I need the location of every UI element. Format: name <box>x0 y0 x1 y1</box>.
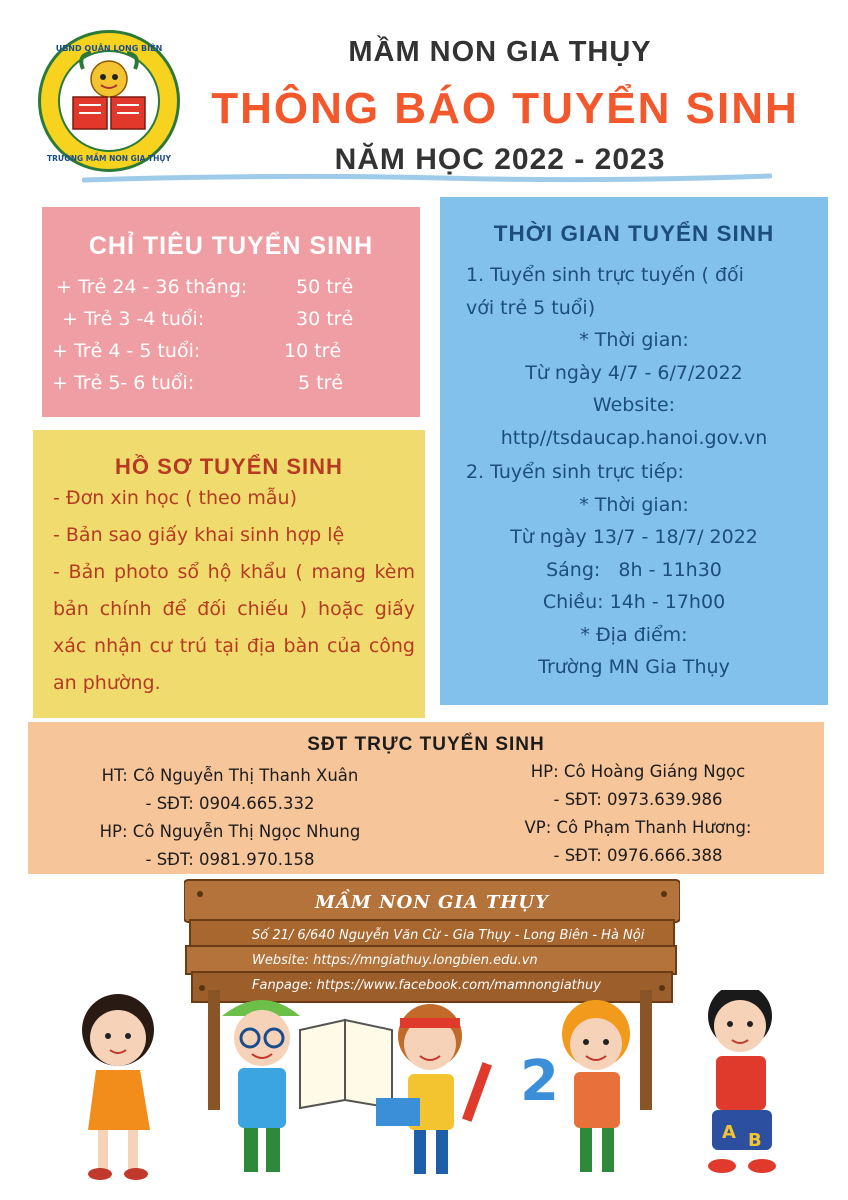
online-title-cont: với trẻ 5 tuổi) <box>466 296 596 319</box>
sign-post-right-icon <box>640 990 652 1110</box>
quota-box <box>42 207 420 417</box>
contact-phone: - SĐT: 0973.639.986 <box>553 790 723 809</box>
schedule-content <box>440 259 828 684</box>
list-item <box>52 367 416 399</box>
list-item: - Bản photo sổ hộ khẩu ( mang kèm bản chính để đối chiếu ) hoặc giấy xác nhận cư trú tại địa bàn của công an phường. <box>53 561 415 694</box>
letter-b-icon: B <box>748 1130 762 1151</box>
list-item: - Đơn xin học ( theo mẫu) <box>53 487 297 509</box>
sign-address: Số 21/ 6/640 Nguyễn Văn Cừ - Gia Thụy - Long Biên - Hà Nội <box>252 928 645 943</box>
documents-heading: HỒ SƠ TUYỂN SINH <box>115 454 343 479</box>
blonde-boy-kid-icon <box>562 1000 630 1172</box>
online-title: 1. Tuyển sinh trực tuyến ( đối <box>466 264 744 286</box>
title-underline-stroke <box>82 172 772 184</box>
cartoon-kids-illustration <box>0 990 848 1200</box>
documents-box <box>33 430 425 718</box>
list-item <box>56 271 416 303</box>
contact-phone: - SĐT: 0981.970.158 <box>145 850 315 869</box>
contact-name: HT: Cô Nguyễn Thị Thanh Xuân <box>101 766 359 785</box>
contact-phone: - SĐT: 0904.665.332 <box>145 794 315 813</box>
sign-website: Website: https://mngiathuy.longbien.edu.vn <box>252 953 538 968</box>
girl-reading-kid-icon <box>376 1004 492 1174</box>
boy-running-kid-icon <box>708 990 776 1173</box>
book-mascot-icon <box>41 33 177 169</box>
afternoon-hours: Chiều: 14h - 17h00 <box>542 591 726 613</box>
list-item: - Bản sao giấy khai sinh hợp lệ <box>53 524 345 546</box>
quota-label: + Trẻ 3 -4 tuổi: <box>62 308 205 330</box>
contact-name: HP: Cô Nguyễn Thị Ngọc Nhung <box>99 822 361 841</box>
quota-count: 5 trẻ <box>298 372 344 394</box>
quota-count: 50 trẻ <box>296 276 354 298</box>
contacts-heading: SĐT TRỰC TUYỂN SINH <box>307 734 545 755</box>
number-two-icon: 2 <box>520 1049 559 1114</box>
main-title: THÔNG BÁO TUYỂN SINH <box>211 84 799 133</box>
school-logo <box>38 30 180 172</box>
direct-title: 2. Tuyển sinh trực tiếp: <box>466 461 684 483</box>
quota-count: 30 trẻ <box>296 308 354 330</box>
documents-list <box>53 480 415 702</box>
wooden-sign <box>184 870 680 1004</box>
girl-kid-icon <box>82 994 154 1180</box>
direct-time-label: * Thời gian: <box>579 493 689 516</box>
website-label: Website: <box>592 394 676 416</box>
quota-heading: CHỈ TIÊU TUYỂN SINH <box>88 232 374 260</box>
website-url: http//tsdaucap.hanoi.gov.vn <box>500 426 768 449</box>
quota-label: + Trẻ 24 - 36 tháng: <box>56 276 248 298</box>
contacts-left-column <box>50 762 410 874</box>
location: Trường MN Gia Thụy <box>538 656 730 678</box>
contact-name: VP: Cô Phạm Thanh Hương: <box>524 818 752 837</box>
sign-post-left-icon <box>208 990 220 1110</box>
sign-fanpage: Fanpage: https://www.facebook.com/mamnongiathuy <box>252 978 601 993</box>
quota-label: + Trẻ 4 - 5 tuổi: <box>52 340 201 362</box>
contacts-right-column <box>468 758 808 870</box>
open-book-icon <box>300 1020 392 1108</box>
logo-bottom-text: TRƯỜNG MẦM NON GIA THỤY <box>47 154 171 163</box>
letter-a-icon: A <box>722 1122 736 1143</box>
online-dates: Từ ngày 4/7 - 6/7/2022 <box>525 361 743 384</box>
contacts-box <box>28 722 824 874</box>
quota-label: + Trẻ 5- 6 tuổi: <box>52 372 195 394</box>
schedule-box <box>440 197 828 705</box>
online-time-label: * Thời gian: <box>579 329 689 351</box>
quota-list <box>52 271 416 399</box>
list-item <box>52 335 416 367</box>
direct-dates: Từ ngày 13/7 - 18/7/ 2022 <box>510 526 758 548</box>
sign-title: MẦM NON GIA THỤY <box>315 892 549 913</box>
school-year-title: NĂM HỌC 2022 - 2023 <box>334 143 666 176</box>
location-label: * Địa điểm: <box>580 623 688 646</box>
quota-count: 10 trẻ <box>284 340 342 362</box>
schedule-heading: THỜI GIAN TUYỂN SINH <box>493 221 775 246</box>
list-item <box>56 303 416 335</box>
boy-glasses-kid-icon <box>222 1000 300 1172</box>
contact-name: HP: Cô Hoàng Giáng Ngọc <box>530 762 746 781</box>
morning-hours: Sáng: 8h - 11h30 <box>546 558 722 581</box>
school-name: MẦM NON GIA THỤY <box>348 36 652 68</box>
contact-phone: - SĐT: 0976.666.388 <box>553 846 723 865</box>
logo-top-text: UBND QUẬN LONG BIÊN <box>55 44 163 53</box>
